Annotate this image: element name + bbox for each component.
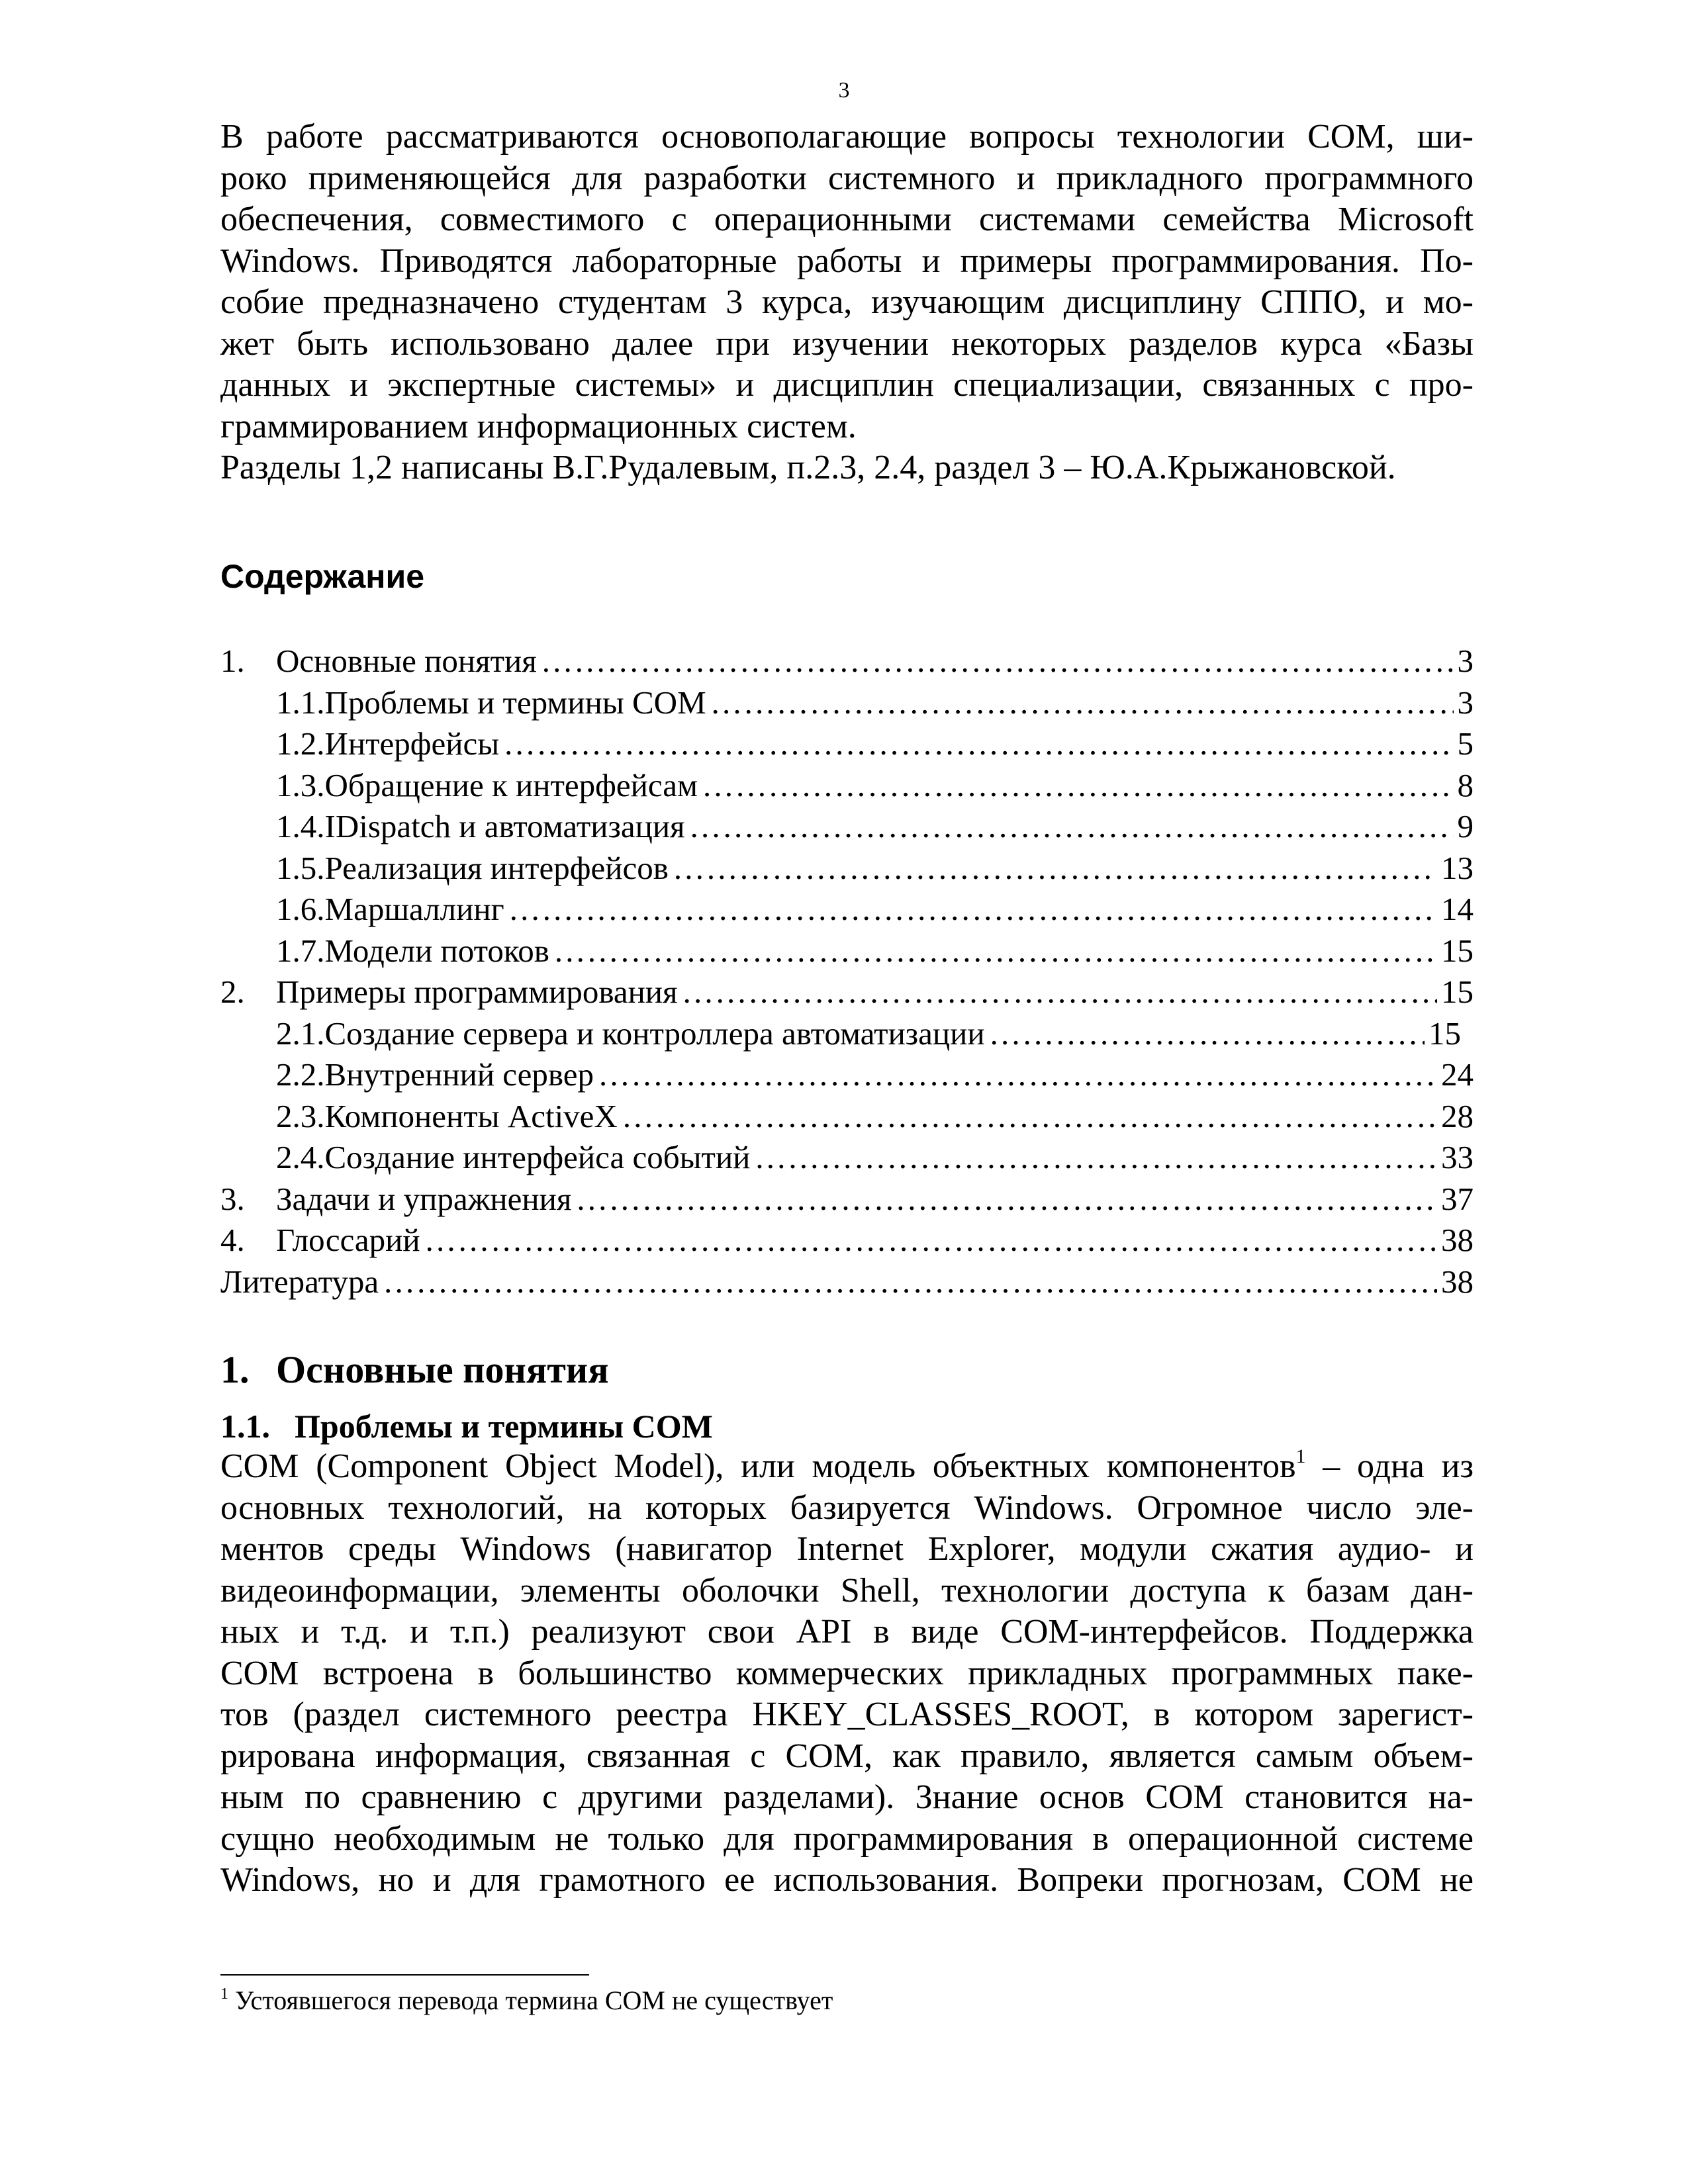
toc-leader-dots [689,806,1454,848]
footnote-reference[interactable]: 1 [1295,1445,1306,1467]
intro-line: В работе рассматриваются основополагающие вопросы технологии COM, ши- [220,118,1474,156]
toc-entry[interactable] [276,1096,1474,1138]
body-line: тов (раздел системного реестра HKEY_CLASSES_ROOT, в котором зарегист- [220,1696,1474,1733]
footnote-text: Устоявшегося перевода термина COM не существует [228,1985,833,2015]
toc-entry-page: 15 [1429,1015,1461,1052]
toc-entry-page: 3 [1457,684,1474,721]
body-line [220,1446,1474,1488]
page-number: 3 [838,78,850,103]
toc-entry-page: 24 [1441,1056,1474,1093]
toc-entry[interactable] [220,1220,1474,1261]
toc-leader-dots [622,1096,1437,1138]
toc-entry-page: 15 [1441,974,1474,1010]
toc-leader-dots [754,1137,1437,1179]
toc-entry-number: 2. [220,974,245,1010]
intro-line: собие предназначено студентам 3 курса, изучающим дисциплину СППО, и мо- [220,283,1474,321]
authors-line: Разделы 1,2 написаны В.Г.Рудалевым, п.2.3, 2.4, раздел 3 – Ю.А.Крыжановской. [220,449,1396,486]
footnote [220,1984,833,2017]
toc-entry-title: 2.3.Компоненты ActiveX [276,1097,618,1134]
intro-line: данных и экспертные системы» и дисциплин специализации, связанных с про- [220,366,1474,404]
toc-entry[interactable] [276,806,1474,848]
toc-entry[interactable] [276,1013,1461,1055]
toc-entry-page: 9 [1457,808,1474,844]
body-line: основных технологий, на которых базируется Windows. Огромное число эле- [220,1488,1474,1527]
toc-entry-page: 3 [1457,643,1474,679]
toc-entry[interactable] [220,1261,1474,1303]
toc-leader-dots [541,641,1454,682]
toc-entry-page: 15 [1441,932,1474,969]
toc-entry[interactable] [276,1054,1474,1096]
section-title: Основные понятия [276,1348,609,1391]
toc-entry[interactable] [220,972,1474,1013]
toc-entry-page: 38 [1441,1222,1474,1258]
toc-leader-dots [575,1179,1437,1220]
toc-entry-title: Примеры программирования [276,974,678,1010]
toc-entry-title: Основные понятия [276,643,537,679]
toc-entry-page: 28 [1441,1097,1474,1134]
intro-line: граммированием информационных систем. [220,407,857,445]
toc-leader-dots [503,723,1453,765]
toc-entry-page: 38 [1441,1263,1474,1300]
subsection-title: Проблемы и термины COM [295,1408,713,1445]
toc-entry-number: 4. [220,1222,245,1258]
toc-leader-dots [682,972,1437,1013]
toc-entry-page: 5 [1457,725,1474,762]
body-line: ментов среды Windows (навигатор Internet Explorer, модули сжатия аудио- и [220,1530,1474,1568]
body-line: рирована информация, связанная с COM, как правило, является самым объем- [220,1737,1474,1775]
body-line: ных и т.д. и т.п.) реализуют свои API в виде COM-интерфейсов. Поддержка [220,1613,1474,1651]
toc-leader-dots [383,1261,1437,1303]
toc-leader-dots [508,889,1437,931]
toc-entry[interactable] [220,641,1474,682]
section-number: 1. [220,1348,250,1391]
subsection-heading [220,1406,713,1447]
toc-entry[interactable] [276,723,1474,765]
toc-leader-dots [710,682,1454,724]
toc-entry-page: 33 [1441,1139,1474,1175]
section-heading [220,1347,609,1393]
toc-entry-title: 2.1.Создание сервера и контроллера автоматизации [276,1015,985,1052]
toc-entry-title: 1.3.Обращение к интерфейсам [276,766,698,803]
toc-leader-dots [702,765,1454,807]
intro-line: роко применяющейся для разработки системного и прикладного программного [220,159,1474,197]
body-line: сущно необходимым не только для программирования в операционной системе [220,1819,1474,1858]
intro-paragraph [220,116,1474,489]
toc-entry-number: 3. [220,1180,245,1217]
intro-line: жет быть использовано далее при изучении некоторых разделов курса «Базы [220,324,1474,363]
toc-leader-dots [424,1220,1437,1261]
toc-entry-title: Задачи и упражнения [276,1180,572,1217]
footnote-mark: 1 [220,1985,228,2003]
toc-entry-title: 1.4.IDispatch и автоматизация [276,808,685,844]
body-paragraph [220,1446,1474,1901]
toc-entry[interactable] [276,848,1474,889]
toc-entry-title: 1.6.Маршаллинг [276,891,504,927]
toc-leader-dots [989,1013,1425,1055]
toc-entry-title: 2.4.Создание интерфейса событий [276,1139,751,1175]
body-line: COM встроена в большинство коммерческих прикладных программных паке- [220,1654,1474,1692]
toc-entry[interactable] [276,889,1474,931]
body-line-text: – одна из [1305,1447,1474,1485]
toc-entry-title: 1.2.Интерфейсы [276,725,500,762]
toc-heading: Содержание [220,558,425,595]
toc-entry[interactable] [276,765,1474,807]
toc-entry-page: 13 [1441,849,1474,886]
toc-entry-title: Литература [220,1263,379,1300]
toc-entry[interactable] [276,682,1474,724]
toc-entry-title: 1.1.Проблемы и термины COM [276,684,706,721]
intro-line: Windows. Приводятся лабораторные работы и примеры программирования. По- [220,242,1474,280]
intro-line: обеспечения, совместимого с операционными системами семейства Microsoft [220,201,1474,238]
toc-entry-number: 1. [220,643,245,679]
body-line: видеоинформации, элементы оболочки Shell, технологии доступа к базам дан- [220,1571,1474,1610]
toc-leader-dots [673,848,1437,889]
body-line: ным по сравнению с другими разделами). Знание основ COM становится на- [220,1778,1474,1816]
toc-entry-title: 2.2.Внутренний сервер [276,1056,594,1093]
toc-entry-page: 14 [1441,891,1474,927]
body-line-text: COM (Component Object Model), или модель объектных компонентов [220,1447,1296,1485]
toc-entry[interactable] [220,1179,1474,1220]
toc-entry-title: Глоссарий [276,1222,420,1258]
subsection-number: 1.1. [220,1408,270,1445]
toc-entry-title: 1.7.Модели потоков [276,932,549,969]
footnote-separator [220,1974,589,1976]
body-line: Windows, но и для грамотного ее использования. Вопреки прогнозам, COM не [220,1861,1474,1899]
toc-entry[interactable] [276,931,1474,972]
toc-entry-page: 8 [1457,766,1474,803]
toc-entry-title: 1.5.Реализация интерфейсов [276,849,669,886]
toc-leader-dots [598,1054,1437,1096]
toc-leader-dots [553,931,1437,972]
toc-entry[interactable] [276,1137,1474,1179]
toc-entry-page: 37 [1441,1180,1474,1217]
